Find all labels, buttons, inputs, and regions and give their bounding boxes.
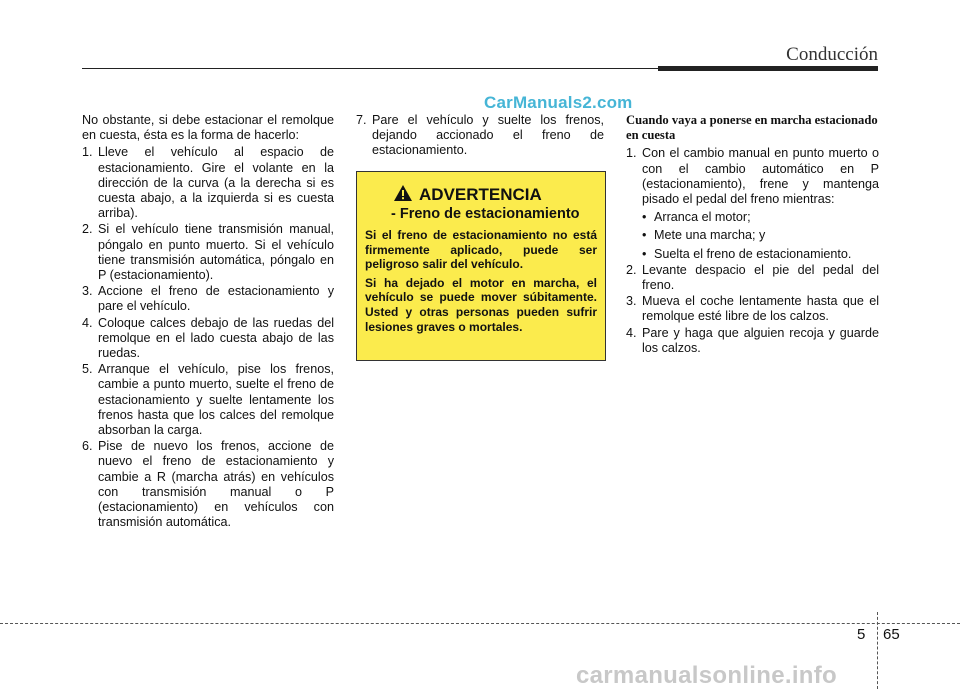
watermark-bottom: carmanualsonline.info: [576, 662, 838, 689]
list-item: [626, 326, 879, 356]
step-number: 7.: [356, 113, 367, 127]
footer-rule: [0, 623, 960, 624]
step-text: Pare el vehículo y suelte los frenos, dejando accionado el freno de estacionamiento.: [372, 113, 604, 158]
header-rule: [82, 68, 722, 69]
step-text: Coloque calces debajo de las ruedas del remolque en el lado cuesta abajo de las ruedas.: [98, 315, 334, 361]
step-text: Levante despacio el pie del pedal del freno.: [642, 262, 879, 293]
list-item: [626, 263, 879, 293]
column-3: [626, 113, 879, 357]
list-item: [356, 113, 604, 159]
page-number: 65: [883, 626, 900, 643]
step-number: 1.: [626, 146, 637, 161]
column-1: [82, 113, 334, 531]
step-number: 4.: [626, 325, 637, 340]
list-item: [82, 439, 334, 530]
bullet-text: Suelta el freno de estacionamiento.: [654, 246, 852, 261]
warning-box: [356, 171, 606, 361]
step-text: Lleve el vehículo al espacio de estacionamiento. Gire el volante en la dirección de la curva (a la derecha si es cuesta abajo, a la izquierda si es cuesta arriba).: [98, 145, 334, 221]
bullet-item: • Mete una marcha; y: [642, 228, 766, 243]
page-header-title: Conducción: [786, 44, 878, 65]
step-number: 3.: [82, 284, 93, 299]
warning-triangle-icon: [393, 184, 413, 202]
step-number: 2.: [82, 222, 93, 237]
bullet-text: Arranca el motor;: [654, 210, 751, 225]
warning-subtitle: - Freno de estacionamiento: [391, 206, 580, 222]
list-item: [82, 284, 334, 314]
step-number: 1.: [82, 145, 93, 160]
list-item: [626, 294, 879, 324]
warning-title: ADVERTENCIA: [419, 185, 542, 204]
step-number: 3.: [626, 294, 637, 309]
intro-paragraph: No obstante, si debe estacionar el remolque en cuesta, ésta es la forma de hacerlo:: [82, 113, 334, 143]
warning-paragraph: Si el freno de estacionamiento no está firmemente aplicado, puede ser peligroso salir del vehículo.: [365, 228, 597, 272]
bullet-item: • Suelta el freno de estacionamiento.: [642, 246, 852, 261]
step-number: 6.: [82, 439, 93, 454]
step-number: 5.: [82, 362, 93, 377]
step-number: 2.: [626, 262, 637, 277]
list-item: [82, 145, 334, 221]
warning-paragraph: Si ha dejado el motor en marcha, el vehículo se puede mover súbitamente. Usted y otras personas pueden sufrir lesiones graves o mortales.: [365, 275, 597, 334]
watermark-top: CarManuals2.com: [484, 93, 633, 112]
step-text: Accione el freno de estacionamiento y pare el vehículo.: [98, 284, 334, 314]
section-heading: Cuando vaya a ponerse en marcha estacionado en cuesta: [626, 113, 878, 143]
list-item: [82, 362, 334, 438]
list-item: [82, 222, 334, 283]
list-item: [82, 316, 334, 362]
bullet-item: • Arranca el motor;: [642, 210, 751, 225]
bullet-text: Mete una marcha; y: [654, 228, 766, 243]
step-text: Arranque el vehículo, pise los frenos, cambie a punto muerto, suelte el freno de estacionamiento y suelte lentamente los frenos hasta que los calces del remolque absorban la carga.: [98, 362, 334, 438]
header-rule-accent: [658, 66, 878, 71]
step-text: Con el cambio manual en punto muerto o con el cambio automático en P (estacionamiento), frene y mantenga pisado el pedal del freno mientras:: [642, 146, 879, 207]
list-item: [626, 146, 879, 207]
step-text: Mueva el coche lentamente hasta que el remolque esté libre de los calzos.: [642, 294, 879, 324]
step-text: Pare y haga que alguien recoja y guarde los calzos.: [642, 325, 879, 355]
step-text: Si el vehículo tiene transmisión manual, póngalo en punto muerto. Si el vehículo tiene transmisión automática, póngalo en P (estacionamiento).: [98, 222, 334, 283]
step-text: Pise de nuevo los frenos, accione de nuevo el freno de estacionamiento y cambie a R (marcha atrás) en vehículos con transmisión manual o P (estacionamiento) en vehículos con transmisión automática.: [98, 439, 334, 530]
warning-text: [365, 228, 597, 338]
column-2: [356, 113, 604, 160]
page-divider: [877, 612, 878, 689]
step-number: 4.: [82, 315, 93, 330]
section-number: 5: [857, 626, 866, 643]
